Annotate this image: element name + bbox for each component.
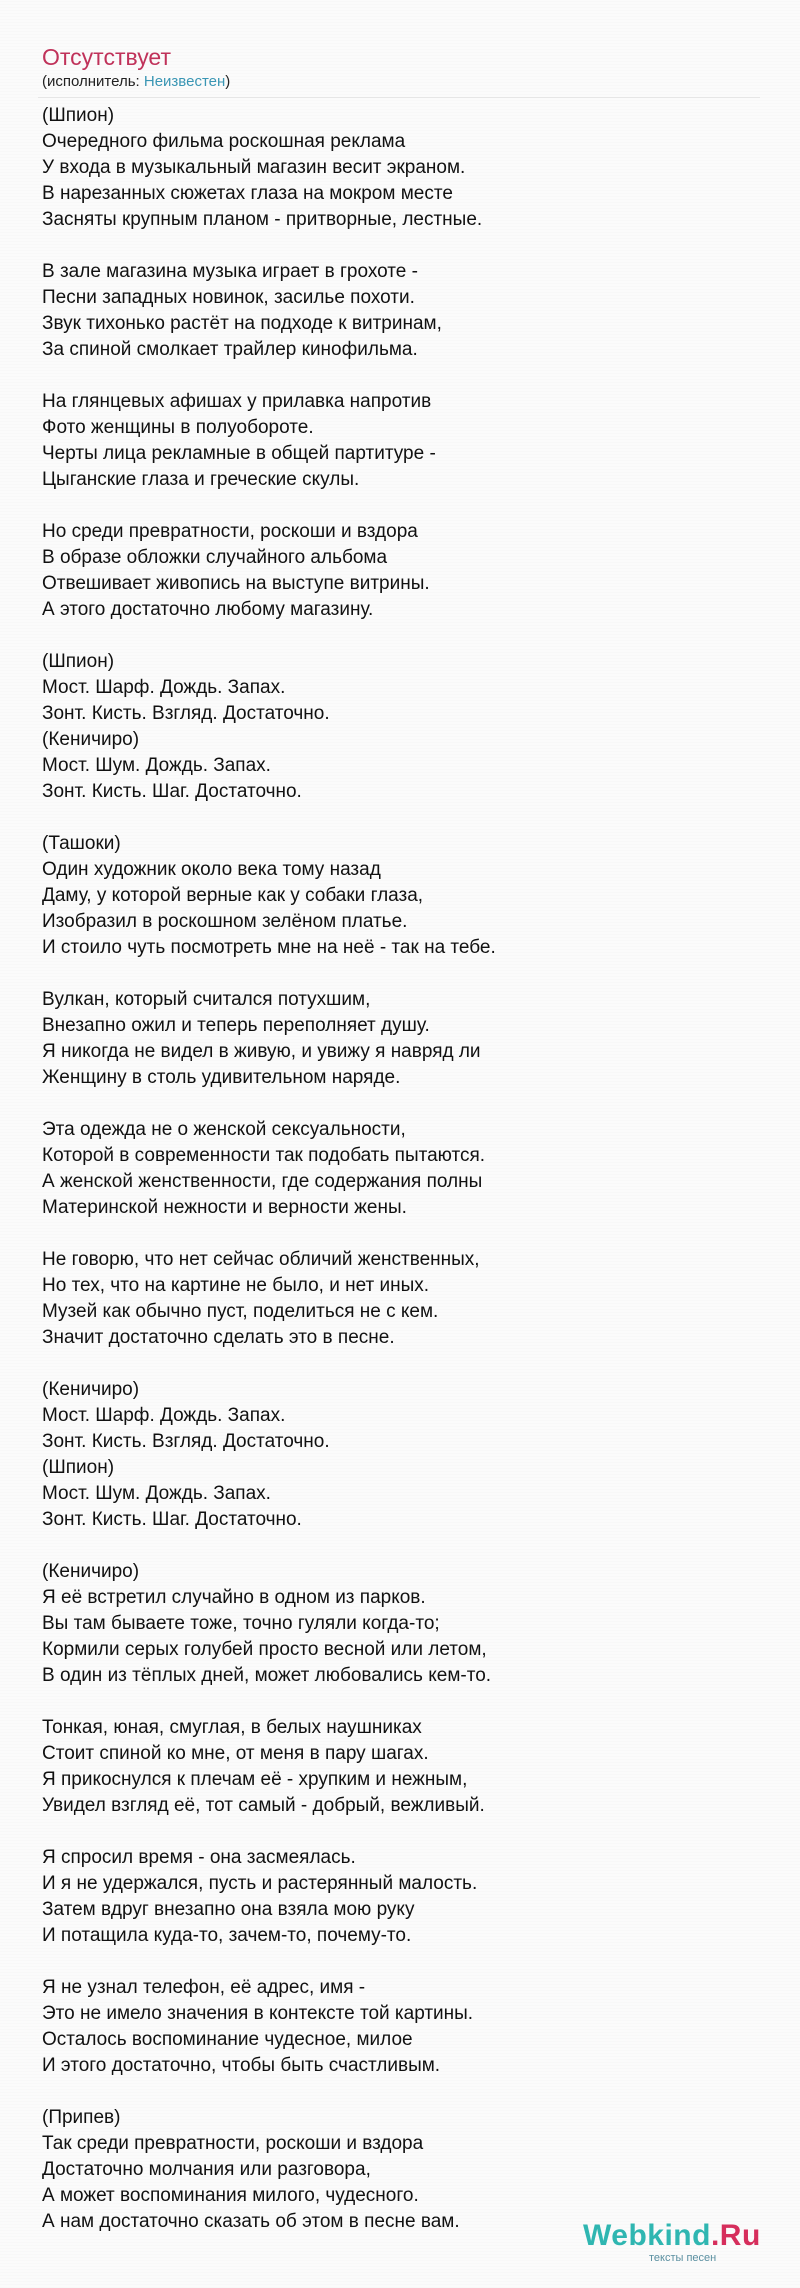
artist-link[interactable]: Неизвестен bbox=[143, 73, 226, 90]
logo-tld: .Ru bbox=[710, 2219, 761, 2252]
artist-suffix: ) bbox=[225, 73, 231, 90]
song-title: Отсутствует bbox=[42, 44, 171, 70]
logo-subtitle: тексты песен bbox=[649, 2252, 717, 2264]
lyrics-text: (Шпион) Очередного фильма роскошная реклама У входа в музыкальный магазин весит экраном. В нарезанных сюжетах глаза на мокром месте Засняты крупным планом - притворные, лестные. В зале магазина музыка играет в грохоте - Песни западных новинок, засилье похоти. Звук тихонько растёт на подходе к витринам, За спиной смолкает трайлер кинофильма. На глянцевых афишах у прилавка напротив Фото женщины в полуобороте. Черты лица рекламные в общей партитуре - Цыганские глаза и греческие скулы. Но среди превратности, роскоши и вздора В образе обложки случайного альбома Отвешивает живопись на выступе витрины. А этого достаточно любому магазину. (Шпион) Мост. Шарф. Дождь. Запах. Зонт. Кисть. Взгляд. Достаточно. (Кеничиро) Мост. Шум. Дождь. Запах. Зонт. Кисть. Шаг. Достаточно. (Ташоки) Один художник около века тому назад Даму, у которой верные как у собаки глаза, Изобразил в роскошном зелёном платье. И стоило чуть посмотреть мне на неё - так на тебе. Вулкан, который считался потухшим, Внезапно ожил и теперь переполняет душу. Я никогда не видел в живую, и увижу я навряд ли Женщину в столь удивительном наряде. Эта одежда не о женской сексуальности, Которой в современности так подобать пытаются. А женской женственности, где содержания полны Материнской нежности и верности жены. Не говорю, что нет сейчас обличий женственных, Но тех, что на картине не было, и нет иных. Музей как обычно пуст, поделиться не с кем. Значит достаточно сделать это в песне. (Кеничиро) Мост. Шарф. Дождь. Запах. Зонт. Кисть. Взгляд. Достаточно. (Шпион) Мост. Шум. Дождь. Запах. Зонт. Кисть. Шаг. Достаточно. (Кеничиро) Я её встретил случайно в одном из парков. Вы там бываете тоже, точно гуляли когда-то; Кормили серых голубей просто весной или летом, В один из тёплых дней, может любовались кем-то. Тонкая, юная, смуглая, в белых наушниках Стоит спиной ко мне, от меня в пару шагах. Я прикоснулся к плечам её - хрупким и нежным, Увидел взгляд её, тот самый - добрый, вежливый. Я спросил время - она засмеялась. И я не удержался, пусть и растерянный малость. Затем вдруг внезапно она взяла мою руку И потащила куда-то, зачем-то, почему-то. Я не узнал телефон, её адрес, имя - Это не имело значения в контексте той картины. Осталось воспоминание чудесное, милое И этого достаточно, чтобы быть счастливым. (Припев) Так среди превратности, роскоши и вздора Достаточно молчания или разговора, А может воспоминания милого, чудесного. А нам достаточно сказать об этом в песне вам. bbox=[42, 105, 496, 2232]
logo-wordmark bbox=[583, 2218, 761, 2254]
site-logo[interactable] bbox=[583, 2218, 773, 2266]
logo-brand: Webkind bbox=[583, 2219, 711, 2252]
artist-line bbox=[42, 72, 230, 92]
artist-prefix: (исполнитель: bbox=[42, 73, 144, 90]
header-divider bbox=[38, 97, 760, 98]
